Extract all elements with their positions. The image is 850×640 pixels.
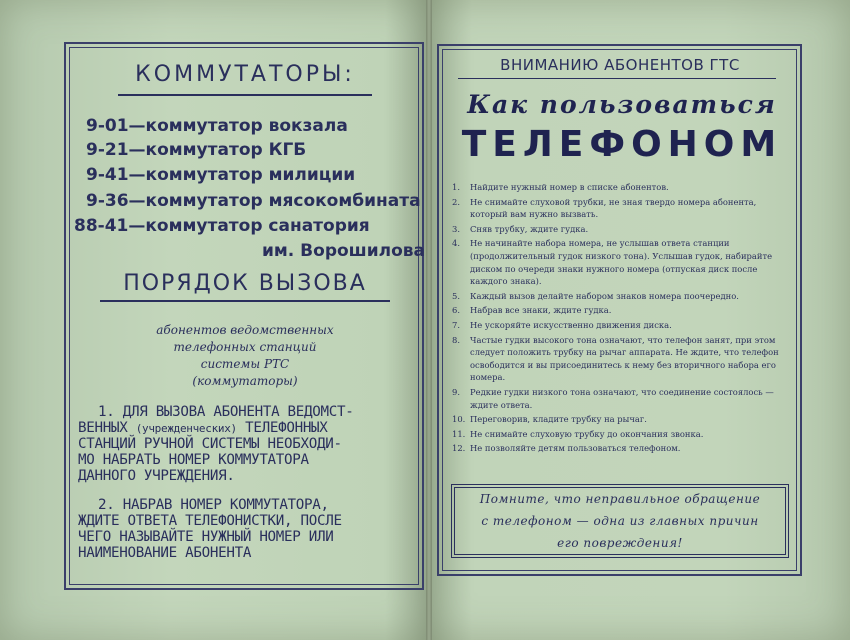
- paragraph-line: СТАНЦИЙ РУЧНОЙ СИСТЕМЫ НЕОБХОДИ-: [78, 436, 342, 452]
- paragraph-line: ЧЕГО НАЗЫВАЙТЕ НУЖНЫЙ НОМЕР ИЛИ: [78, 529, 334, 545]
- paragraph-parenthetical: (учрежденческих): [135, 422, 237, 435]
- exchange-row: [74, 216, 414, 236]
- exchange-number: 88-41: [74, 216, 129, 236]
- rule-item: 4. Не начинайте набора номера, не услышав ответа станции (продолжительный гудок низкого тона). Услышав гудок, набирайте диском по очереди знаки нужного номера (отпуская диск после каждого знака).: [452, 238, 773, 287]
- paragraph-line: [78, 420, 416, 437]
- subtitle-line: телефонных станций: [173, 340, 317, 354]
- rule-item: 10. Переговорив, кладите трубку на рычаг.: [452, 414, 647, 425]
- exchange-row: [86, 191, 426, 211]
- paragraph-word: ТЕЛЕФОННЫХ: [245, 420, 328, 436]
- exchanges-title: КОММУТАТОРЫ:: [135, 62, 355, 87]
- warning-line: с телефоном — одна из главных причин: [481, 514, 759, 528]
- exchange-name: —коммутатор КГБ: [128, 140, 307, 160]
- paragraph-line: 2. НАБРАВ НОМЕР КОММУТАТОРА,: [98, 497, 329, 513]
- rule-item: 6. Набрав все знаки, ждите гудка.: [452, 305, 612, 316]
- exchange-name-continuation: им. Ворошилова: [262, 241, 425, 261]
- paragraph-word: ВЕННЫХ: [78, 420, 128, 436]
- main-title-line2: ТЕЛЕФОНОМ: [461, 124, 783, 165]
- book-spine: [426, 0, 432, 640]
- exchange-number: 9-36: [86, 191, 129, 211]
- rule-item: 11. Не снимайте слуховую трубку до окончания звонка.: [452, 428, 704, 439]
- rule-item: 12. Не позволяйте детям пользоваться телефоном.: [452, 443, 681, 454]
- exchange-name: —коммутатор санатория: [128, 216, 370, 236]
- subtitle-line: абонентов ведомственных: [156, 323, 334, 337]
- rule-item: 1. Найдите нужный номер в списке абонентов.: [452, 182, 669, 192]
- subtitle-line: (коммутаторы): [192, 374, 298, 388]
- exchange-number: 9-21: [86, 140, 129, 160]
- header-underline: [458, 78, 776, 79]
- exchange-row: [86, 140, 426, 160]
- rule-item: 2. Не снимайте слуховой трубки, не зная твердо номера абонента, который вам нужно вызвать.: [452, 196, 757, 220]
- exchange-name: —коммутатор мясокомбината: [128, 191, 421, 211]
- main-title-line1: Как пользоваться: [467, 90, 777, 119]
- exchange-number: 9-01: [86, 116, 129, 136]
- call-procedure-title: ПОРЯДОК ВЫЗОВА: [100, 271, 390, 302]
- paragraph-line: ДАННОГО УЧРЕЖДЕНИЯ.: [78, 468, 235, 484]
- warning-line: Помните, что неправильное обращение: [479, 492, 761, 506]
- exchange-row: [86, 116, 426, 136]
- rule-item: 8. Частые гудки высокого тона означают, что телефон занят, при этом следует положить трубку на рычаг аппарата. Не ждите, что телефон освободится и вы присоединитесь к нему без вторичного набора его номера.: [452, 334, 779, 383]
- notice-header: ВНИМАНИЮ АБОНЕНТОВ ГТС: [500, 56, 740, 74]
- exchange-row: [86, 165, 426, 185]
- rule-item: 3. Сняв трубку, ждите гудка.: [452, 223, 589, 234]
- warning-line: его повреждения!: [557, 536, 683, 550]
- paragraph-line: ЖДИТЕ ОТВЕТА ТЕЛЕФОНИСТКИ, ПОСЛЕ: [78, 513, 342, 529]
- paragraph-line: МО НАБРАТЬ НОМЕР КОММУТАТОРА: [78, 452, 309, 468]
- paragraph-line: НАИМЕНОВАНИЕ АБОНЕНТА: [78, 545, 252, 561]
- exchange-number: 9-41: [86, 165, 129, 185]
- rule-item: 5. Каждый вызов делайте набором знаков номера поочередно.: [452, 290, 739, 301]
- usage-rules-list: [452, 181, 787, 457]
- subtitle-line: системы РТС: [200, 357, 290, 371]
- paragraph-line: 1. ДЛЯ ВЫЗОВА АБОНЕНТА ВЕДОМСТ-: [98, 404, 354, 420]
- exchange-name: —коммутатор милиции: [128, 165, 356, 185]
- warning-text: [466, 488, 774, 554]
- rule-item: 9. Редкие гудки низкого тона означают, что соединение состоялось — ждите ответа.: [452, 386, 774, 410]
- title-underline: [118, 94, 372, 96]
- exchange-name: —коммутатор вокзала: [128, 116, 348, 136]
- rule-item: 7. Не ускоряйте искусственно движения диска.: [452, 319, 672, 330]
